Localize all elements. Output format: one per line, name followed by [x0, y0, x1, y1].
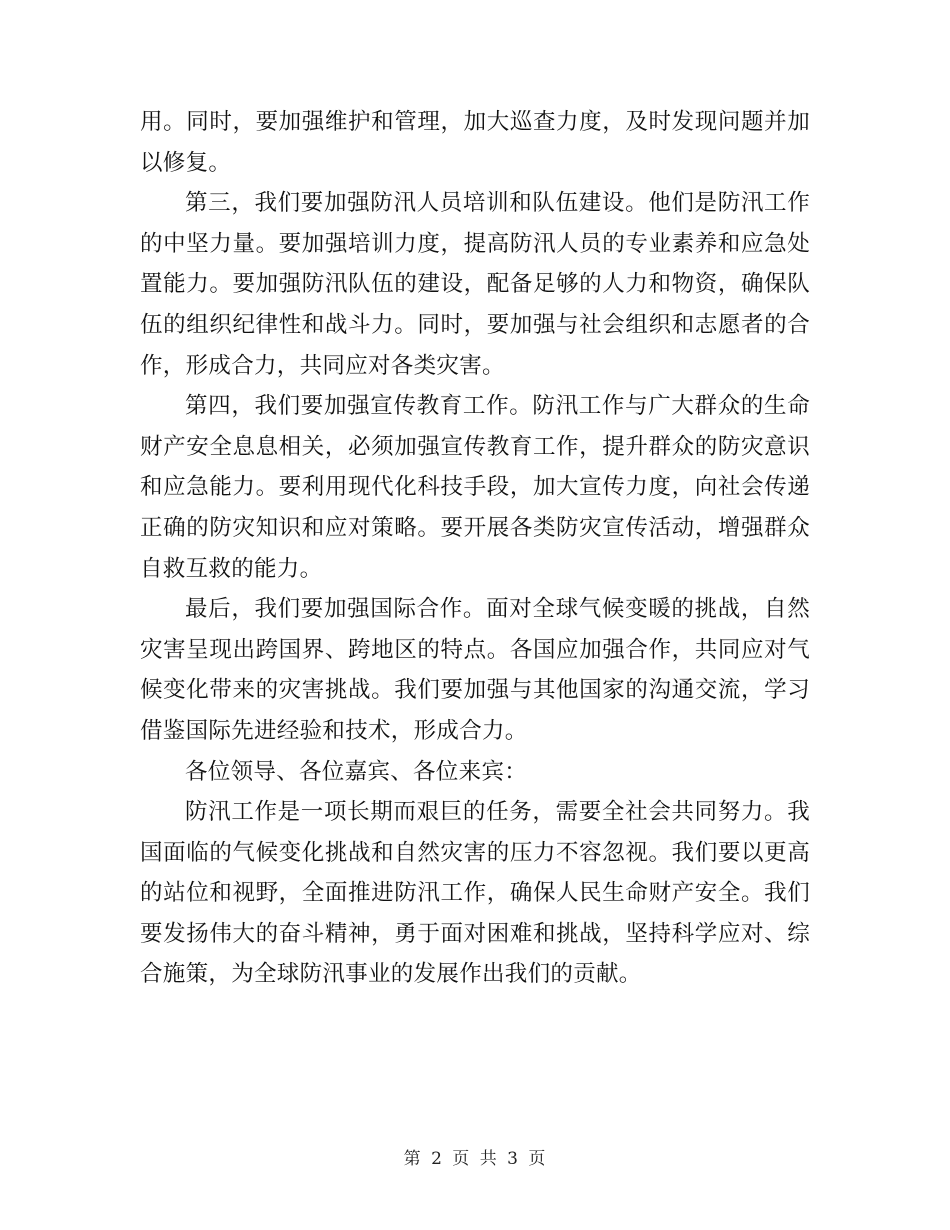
- paragraph-final-point: 最后，我们要加强国际合作。面对全球气候变暖的挑战，自然灾害呈现出跨国界、跨地区的特点。各国应加强合作，共同应对气候变化带来的灾害挑战。我们要加强与其他国家的沟通交流，学习借鉴国际先进经验和技术，形成合力。: [140, 596, 810, 744]
- paragraph-continuation: 用。同时，要加强维护和管理，加大巡查力度，及时发现问题并加以修复。: [140, 109, 810, 176]
- paragraph-fourth-point: 第四，我们要加强宣传教育工作。防汛工作与广大群众的生命财产安全息息相关，必须加强宣传教育工作，提升群众的防灾意识和应急能力。要利用现代化科技手段，加大宣传力度，向社会传递正确的防灾知识和应对策略。要开展各类防灾宣传活动，增强群众自救互救的能力。: [140, 393, 810, 582]
- document-body: [140, 102, 810, 995]
- paragraph-conclusion: 防汛工作是一项长期而艰巨的任务，需要全社会共同努力。我国面临的气候变化挑战和自然灾害的压力不容忽视。我们要以更高的站位和视野，全面推进防汛工作，确保人民生命财产安全。我们要发扬伟大的奋斗精神，勇于面对困难和挑战，坚持科学应对、综合施策，为全球防汛事业的发展作出我们的贡献。: [140, 799, 810, 988]
- page-number-footer: 第 2 页 共 3 页: [403, 1149, 547, 1169]
- paragraph-salutation: 各位领导、各位嘉宾、各位来宾：: [185, 758, 528, 785]
- paragraph-third-point: 第三，我们要加强防汛人员培训和队伍建设。他们是防汛工作的中坚力量。要加强培训力度，提高防汛人员的专业素养和应急处置能力。要加强防汛队伍的建设，配备足够的人力和物资，确保队伍的组织纪律性和战斗力。同时，要加强与社会组织和志愿者的合作，形成合力，共同应对各类灾害。: [140, 190, 810, 379]
